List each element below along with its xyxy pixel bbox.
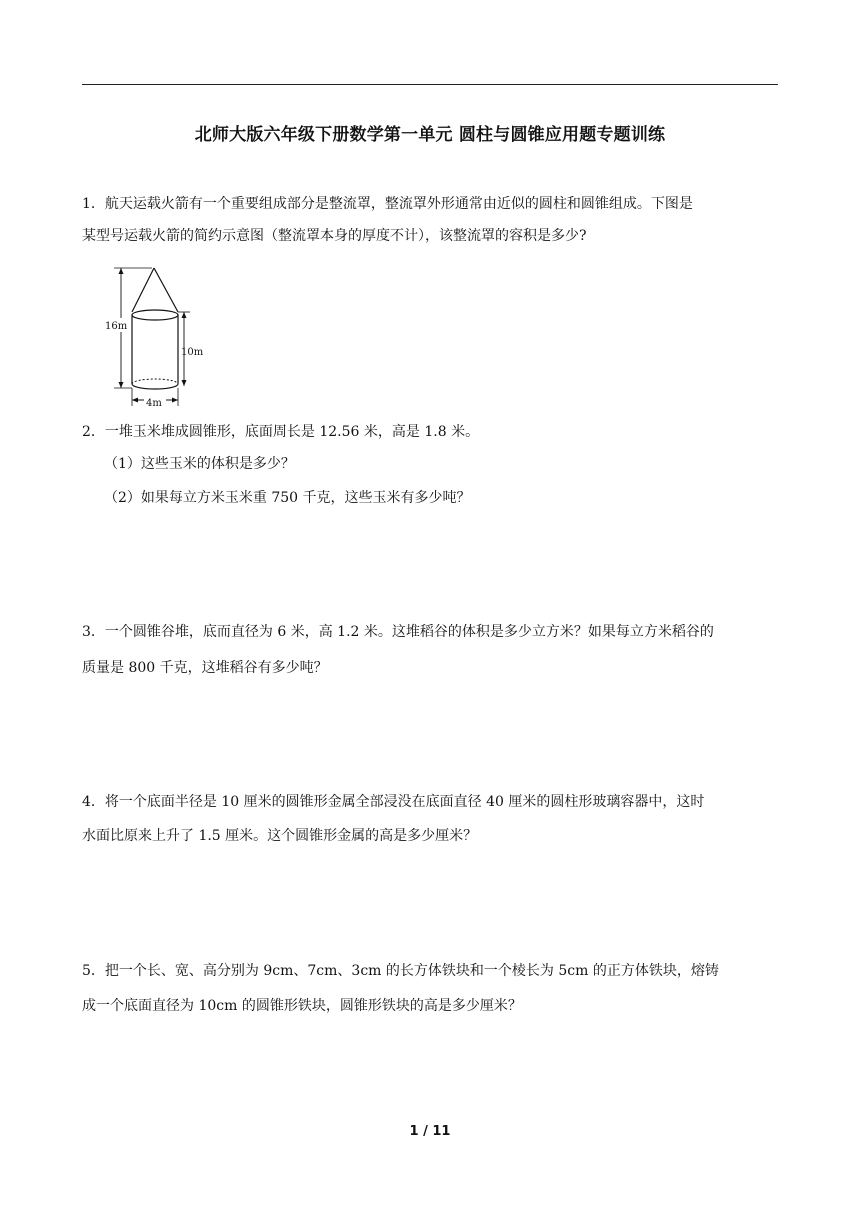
question-3-line-1: 一个圆锥谷堆，底而直径为 6 米，高 1.2 米。这堆稻谷的体积是多少立方米？如果每立方米稻谷的 bbox=[104, 624, 714, 640]
question-1-number: 1． bbox=[82, 196, 105, 212]
question-5 bbox=[82, 955, 782, 987]
document-title: 北师大版六年级下册数学第一单元 圆柱与圆锥应用题专题训练 bbox=[194, 125, 666, 145]
question-4-line-1: 将一个底面半径是 10 厘米的圆锥形金属全部浸没在底面直径 40 厘米的圆柱形玻璃容器中，这时 bbox=[104, 794, 705, 810]
question-5-cont bbox=[82, 990, 782, 1022]
question-5-line-2: 成一个底面直径为 10cm 的圆锥形铁块，圆锥形铁块的高是多少厘米？ bbox=[82, 998, 522, 1014]
cylinder-height-arrow-top bbox=[182, 312, 187, 318]
cylinder-bottom-front bbox=[132, 384, 178, 389]
cylinder-height-label: 10m bbox=[181, 347, 204, 358]
question-5-line-1: 把一个长、宽、高分别为 9cm、7cm、3cm 的长方体铁块和一个棱长为 5cm 的正方体铁块，熔铸 bbox=[104, 963, 719, 979]
diameter-label: 4m bbox=[146, 398, 162, 408]
total-height-arrow-bottom bbox=[119, 382, 124, 388]
total-height-arrow-top bbox=[119, 268, 124, 274]
question-2-sub-2: （2）如果每立方米玉米重 750 千克，这些玉米有多少吨？ bbox=[104, 490, 471, 506]
cylinder-top bbox=[132, 310, 178, 320]
diameter-arrow-right bbox=[172, 398, 178, 403]
question-3 bbox=[82, 616, 782, 648]
cone-right-edge bbox=[154, 268, 178, 312]
question-1 bbox=[82, 188, 782, 220]
question-3-number: 3． bbox=[82, 624, 105, 640]
question-1-line-2: 某型号运载火箭的简约示意图（整流罩本身的厚度不计），该整流罩的容积是多少? bbox=[82, 228, 587, 244]
cone-left-edge bbox=[132, 268, 154, 312]
cylinder-height-arrow-bottom bbox=[182, 380, 187, 386]
total-height-label: 16m bbox=[105, 321, 128, 332]
rocket-fairing-figure bbox=[104, 262, 208, 408]
header-rule bbox=[82, 84, 778, 85]
page-number: 1 / 11 bbox=[409, 1124, 451, 1139]
question-4-number: 4． bbox=[82, 794, 105, 810]
question-3-line-2: 质量是 800 千克，这堆稻谷有多少吨？ bbox=[82, 660, 328, 676]
question-2-sub-1: （1）这些玉米的体积是多少？ bbox=[104, 456, 295, 472]
question-5-number: 5． bbox=[82, 963, 105, 979]
question-1-cont bbox=[82, 220, 782, 252]
question-4 bbox=[82, 786, 782, 818]
question-3-cont bbox=[82, 652, 782, 684]
question-2-number: 2． bbox=[82, 424, 105, 440]
question-2-line-1: 一堆玉米堆成圆锥形，底面周长是 12.56 米，高是 1.8 米。 bbox=[104, 424, 480, 440]
question-1-line-1: 航天运载火箭有一个重要组成部分是整流罩，整流罩外形通常由近似的圆柱和圆锥组成。下图是 bbox=[104, 196, 693, 212]
question-4-line-2: 水面比原来上升了 1.5 厘米。这个圆锥形金属的高是多少厘米？ bbox=[82, 828, 478, 844]
cylinder-bottom-back bbox=[132, 379, 178, 384]
question-4-cont bbox=[82, 820, 782, 852]
question-2 bbox=[82, 416, 782, 448]
diameter-arrow-left bbox=[132, 398, 138, 403]
